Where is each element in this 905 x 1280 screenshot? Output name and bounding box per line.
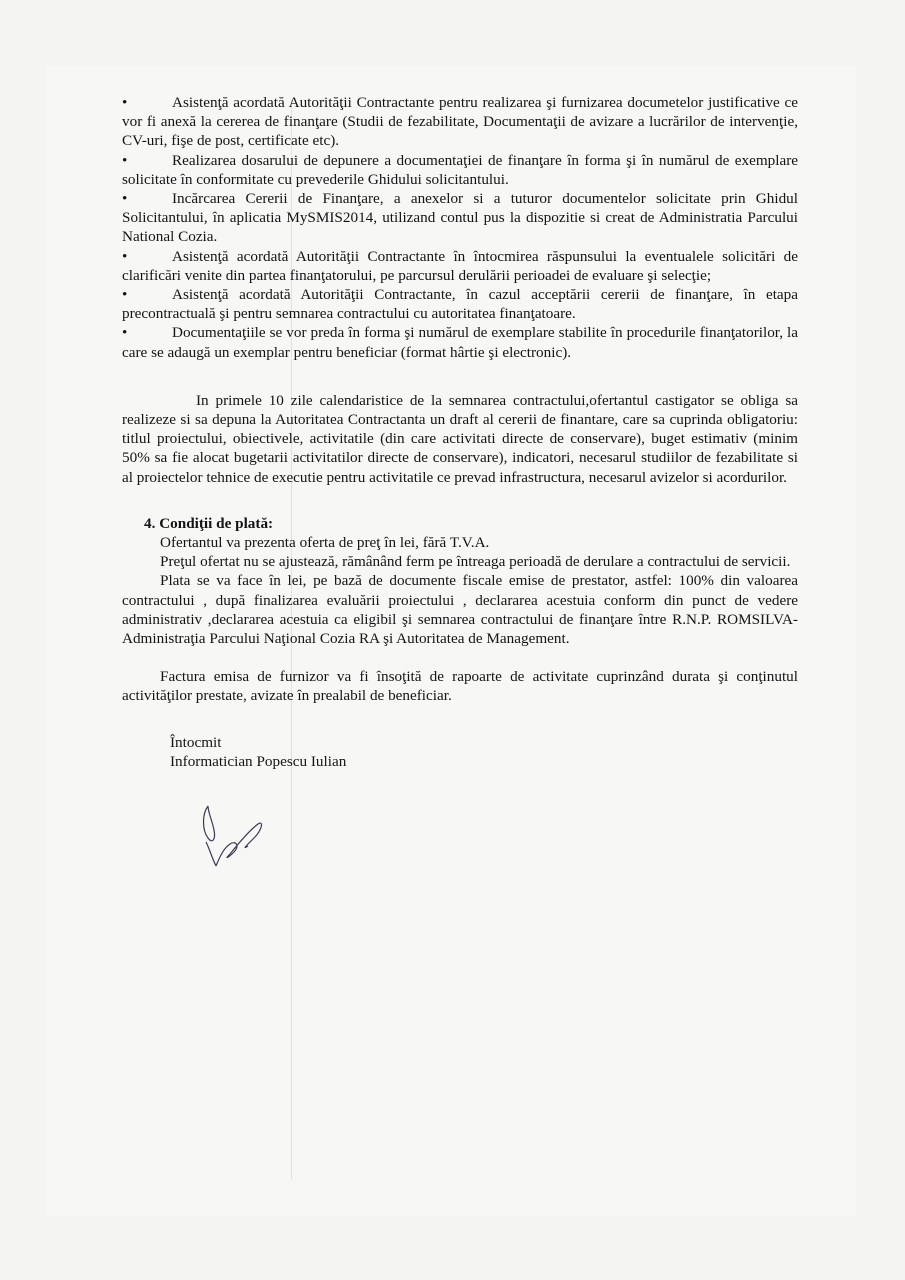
bullet-item — [122, 323, 798, 361]
payment-paragraph: Preţul ofertat nu se ajustează, rămânând ferm pe întreaga perioadă de derulare a contractului de servicii. — [160, 553, 791, 571]
bullet-item — [122, 189, 798, 247]
handwritten-signature — [196, 800, 276, 872]
payment-paragraph: Ofertantul va prezenta oferta de preţ în lei, fără T.V.A. — [160, 534, 490, 552]
section-heading: 4. Condiţii de plată: — [144, 514, 274, 532]
draft-paragraph: In primele 10 zile calendaristice de la semnarea contractului,ofertantul castigator se obliga sa realizeze si sa depuna la Autoritatea Contractanta un draft al cererii de finantare, care sa cuprinda obligatoriu: titlul proiectului, obiectivele, activitatile (din care activitati directe de conservare), buget estimativ (minim 50% sa fie alocat bugetarii activitatilor directe de conservare), indicatori, necesarul studiilor de fezabilitate si al proiectelor tehnice de executie pentru activitatile ce prevad infrastructura, necesarul avizelor si acordurilor. — [122, 391, 798, 486]
bullet-dot: • — [122, 324, 128, 342]
bullet-text: Asistenţă acordată Autorităţii Contractante, în cazul acceptării cererii de finanţare, în etapa precontractuală şi pentru semnarea contractului cu autoritatea finanţatoare. — [122, 286, 798, 323]
signoff-name: Informatician Popescu Iulian — [170, 752, 347, 770]
invoice-paragraph: Factura emisa de furnizor va fi însoţită de rapoarte de activitate cuprinzând durata şi conţinutul activităţilor prestate, avizate în prealabil de beneficiar. — [122, 668, 798, 705]
bullet-text: Asistenţă acordată Autorităţii Contractante pentru realizarea şi furnizarea documetelor justificative ce vor fi anexă la cererea de finanţare (Studii de fezabilitate, Documentaţii de avizare a lucrărilor de intervenţie, CV-uri, fişe de post, certificate etc). — [122, 94, 798, 150]
bullet-dot: • — [122, 247, 128, 265]
spacer — [122, 648, 798, 667]
bullet-dot: • — [122, 286, 128, 304]
bullet-item — [122, 247, 798, 285]
bullet-text: Asistenţă acordată Autorităţii Contractante în întocmirea răspunsului la eventualele solicitări de clarificări venite din partea finanţatorului, pe parcursul derulării perioadei de evaluare şi selecţie; — [122, 247, 798, 284]
spacer — [122, 706, 798, 733]
bullet-item — [122, 151, 798, 189]
payment-paragraph: Plata se va face în lei, pe bază de documente fiscale emise de prestator, astfel: 100% din valoarea contractului , după finalizarea evaluării proiectului , declararea acestuia conform din punct de vedere administrativ ,declararea acestuia ca eligibil şi semnarea contractului de finanţare între R.N.P. ROMSILVA-Administraţia Parcului Naţional Cozia RA şi Autoritatea de Management. — [122, 572, 798, 648]
bullet-dot: • — [122, 190, 128, 208]
bullet-dot: • — [122, 151, 128, 169]
spacer — [122, 362, 798, 391]
bullet-item — [122, 285, 798, 323]
bullet-text: Documentaţiile se vor preda în forma şi numărul de exemplare stabilite în procedurile finanţatorilor, la care se adaugă un exemplar pentru beneficiar (format hârtie şi electronic). — [122, 324, 798, 361]
signoff-label: Întocmit — [170, 733, 222, 751]
bullet-dot: • — [122, 94, 128, 111]
bullet-item — [122, 93, 798, 151]
spacer — [122, 487, 798, 514]
bullet-text: Realizarea dosarului de depunere a documentaţiei de finanţare în forma şi în numărul de exemplare solicitate în conformitate cu prevederile Ghidului solicitantului. — [122, 151, 798, 188]
document-body — [122, 93, 798, 771]
bullet-text: Incărcarea Cererii de Finanţare, a anexelor si a tuturor documentelor solicitate prin Ghidul Solicitantului, în aplicatia MySMIS2014, utilizand contul pus la dispozitie si creat de Administratia Parcului National Cozia. — [122, 190, 798, 246]
